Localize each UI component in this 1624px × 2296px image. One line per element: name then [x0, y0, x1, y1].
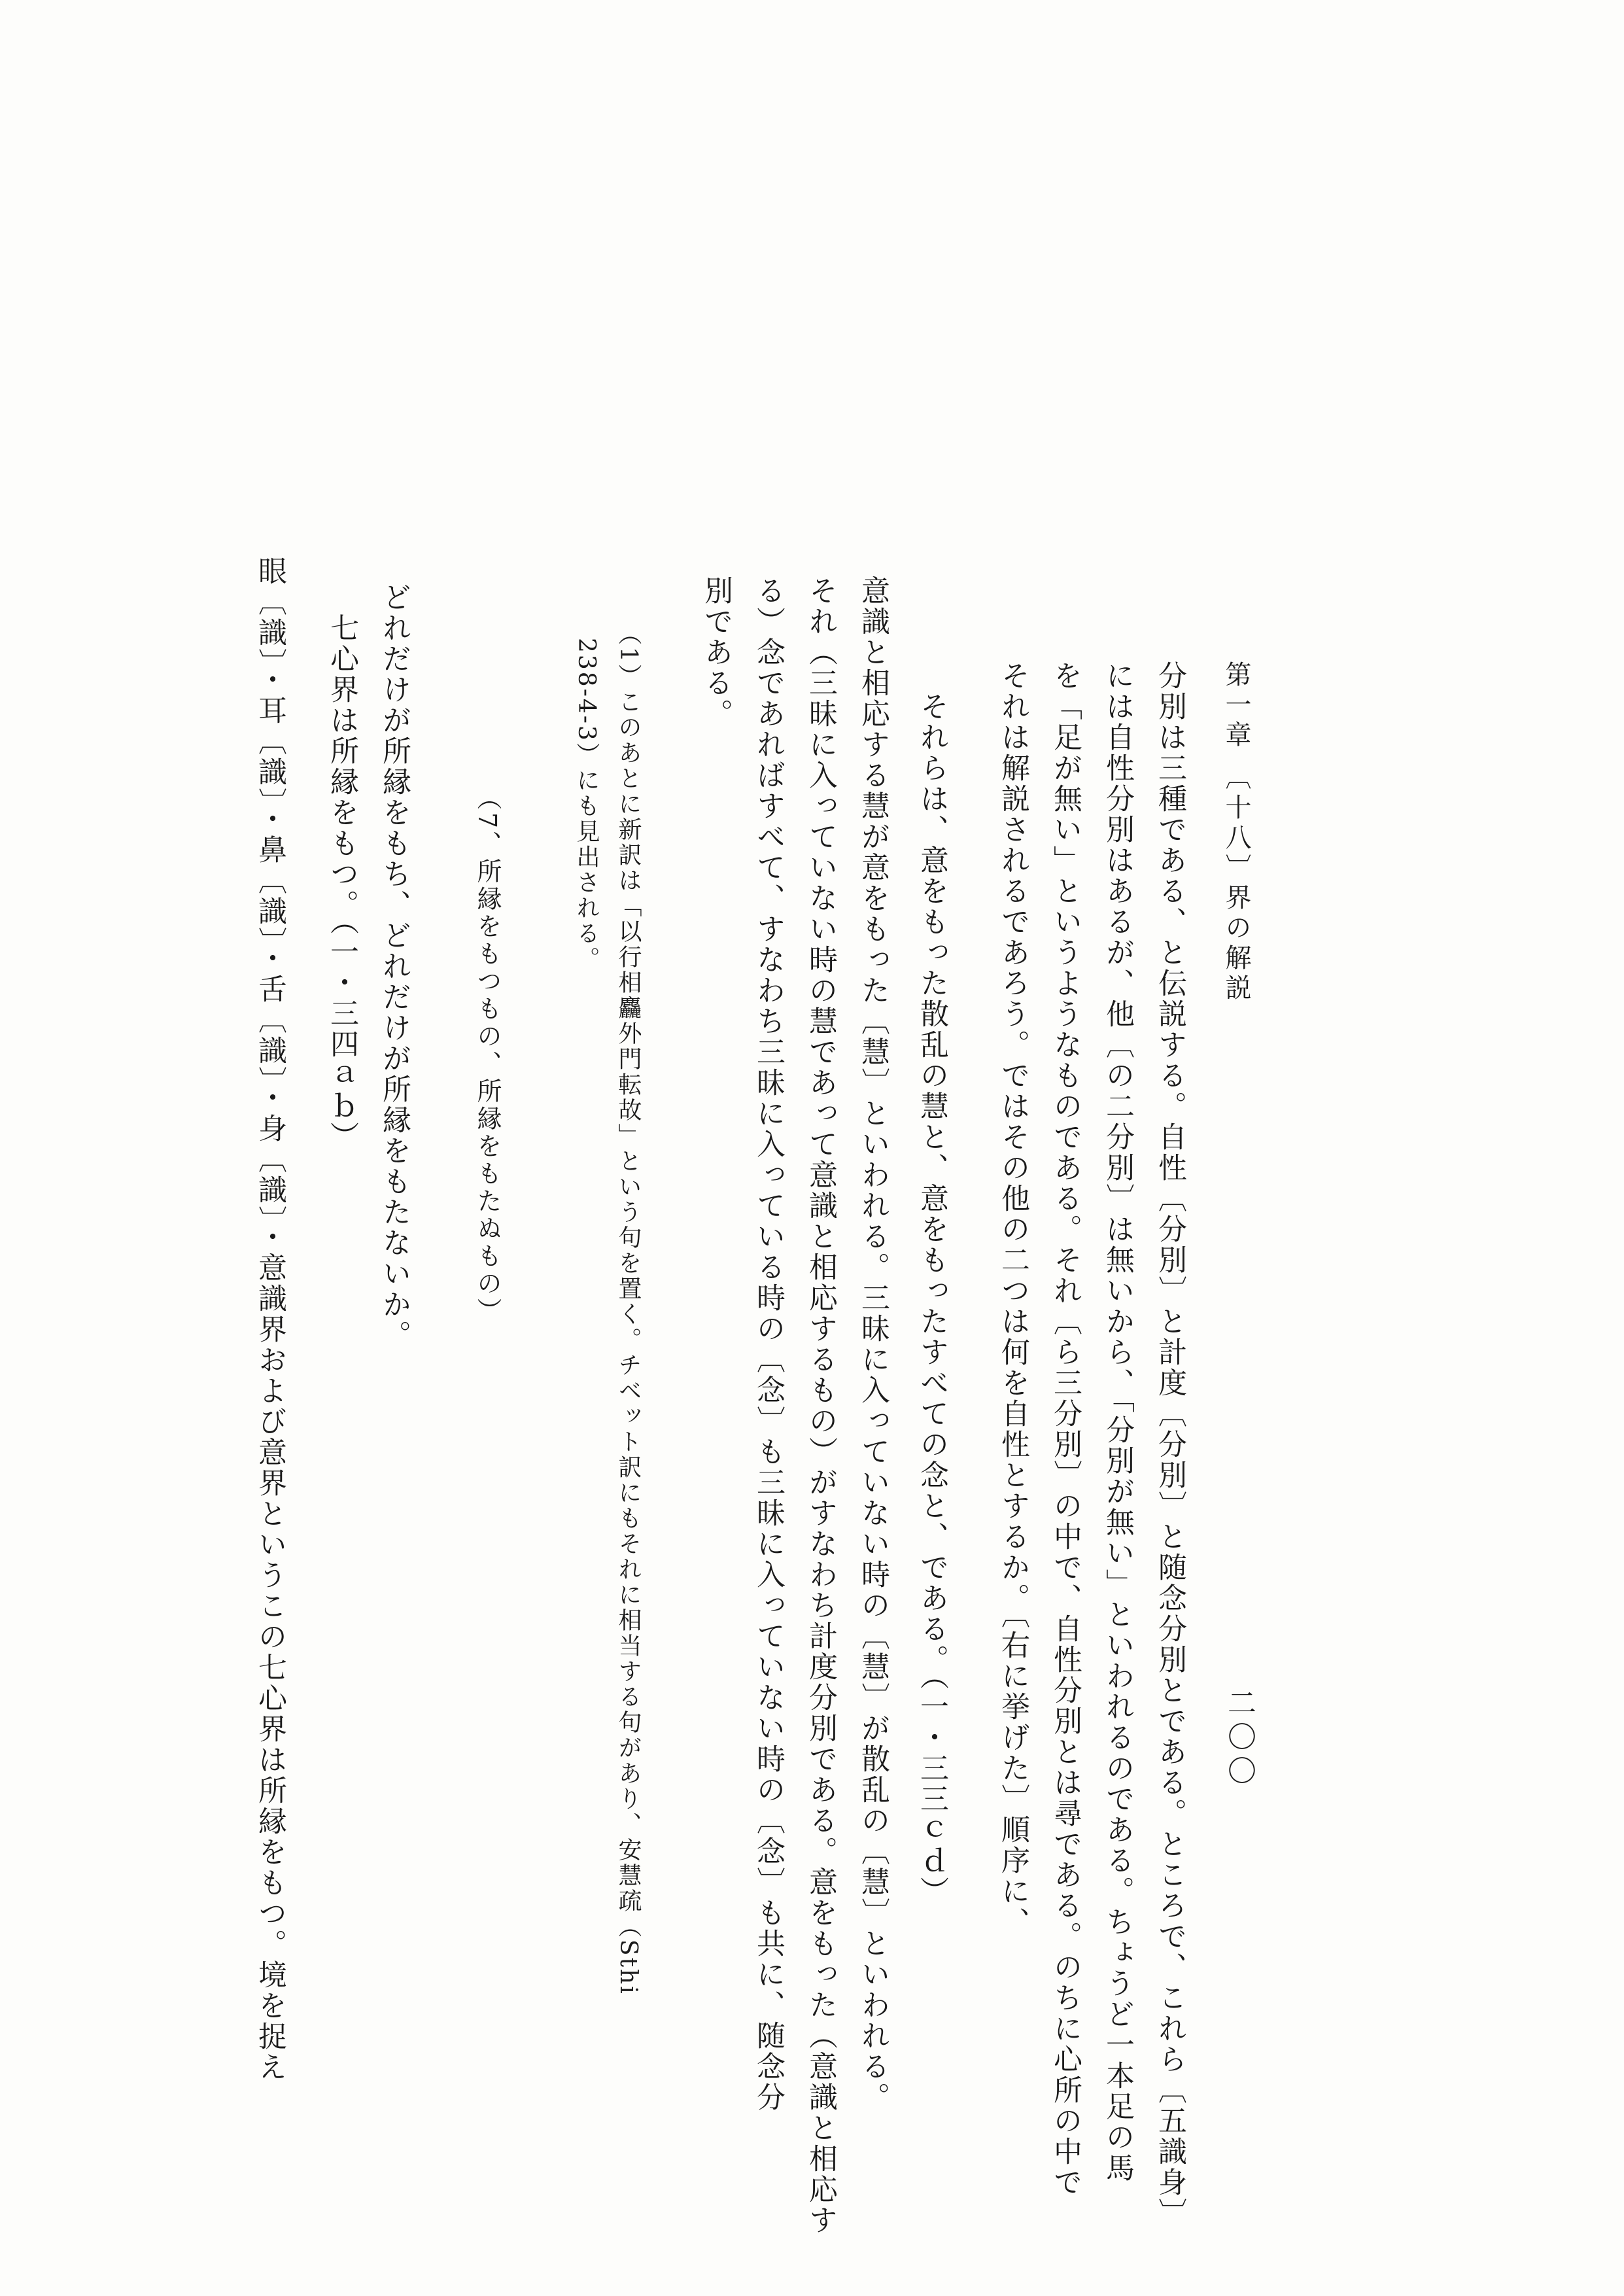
text-column-4: それは解説されるであろう。ではその他の二つは何を自性とするか。〔右に挙げた〕順序に、: [996, 661, 1029, 1938]
text-column-6: 意識と相応する慧が意をもった〔慧〕といわれる。三昧に入っていない時の〔慧〕が散乱の〔慧〕といわれる。: [856, 576, 890, 2113]
text-column-10: どれだけが所縁をもち、どれだけが所縁をもたないか。: [377, 582, 411, 1351]
text-column-8: る）念であればすべて、すなわち三昧に入っている時の〔念〕も三昧に入っていない時の〔念〕も共に、随念分: [752, 576, 785, 2113]
text-column-1: 分別は三種である、と伝説する。自性〔分別〕と計度〔分別〕と随念分別とである。ところで、これら〔五識身〕: [1153, 661, 1186, 2229]
footnote-line-1: （1）このあとに新訳は「以行相麤外門転故」という句を置く。チベット訳にもそれに相当する句があり、安慧疏（Sthi: [615, 621, 642, 1996]
section-heading: （7、所縁をもつもの、所縁をもたぬもの）: [473, 785, 502, 1326]
text-column-5: それらは、意をもった散乱の慧と、意をもったすべての念と、である。（一・三三ｃｄ）: [915, 661, 948, 1907]
text-column-2: には自性分別はあるが、他〔の二分別〕は無いから、「分別が無い」といわれるのである。ちょうど一本足の馬: [1101, 661, 1134, 2183]
text-column-9: 別である。: [699, 576, 733, 729]
text-column-11: 眼〔識〕・耳〔識〕・鼻〔識〕・舌〔識〕・身〔識〕・意識界および意界というこの七心界は所縁をもつ。境を捉え: [253, 556, 286, 2083]
footnote-line-2: 238-4-3）にも見出される。: [573, 638, 600, 972]
verse-column: 七心界は所縁をもつ。（一・三四ａｂ）: [325, 582, 358, 1152]
text-column-3: を「足が無い」というようなものである。それ〔ら三分別〕の中で、自性分別とは尋である。のちに心所の中で: [1048, 661, 1082, 2198]
chapter-heading: 第一章 〔十八〕界の解説: [1221, 661, 1251, 1004]
text-column-7: それ（三昧に入っていない時の慧であって意識と相応するもの）がすなわち計度分別である。意をもった（意識と相応す: [804, 576, 837, 2236]
page-number: 二〇〇: [1222, 1688, 1256, 1790]
